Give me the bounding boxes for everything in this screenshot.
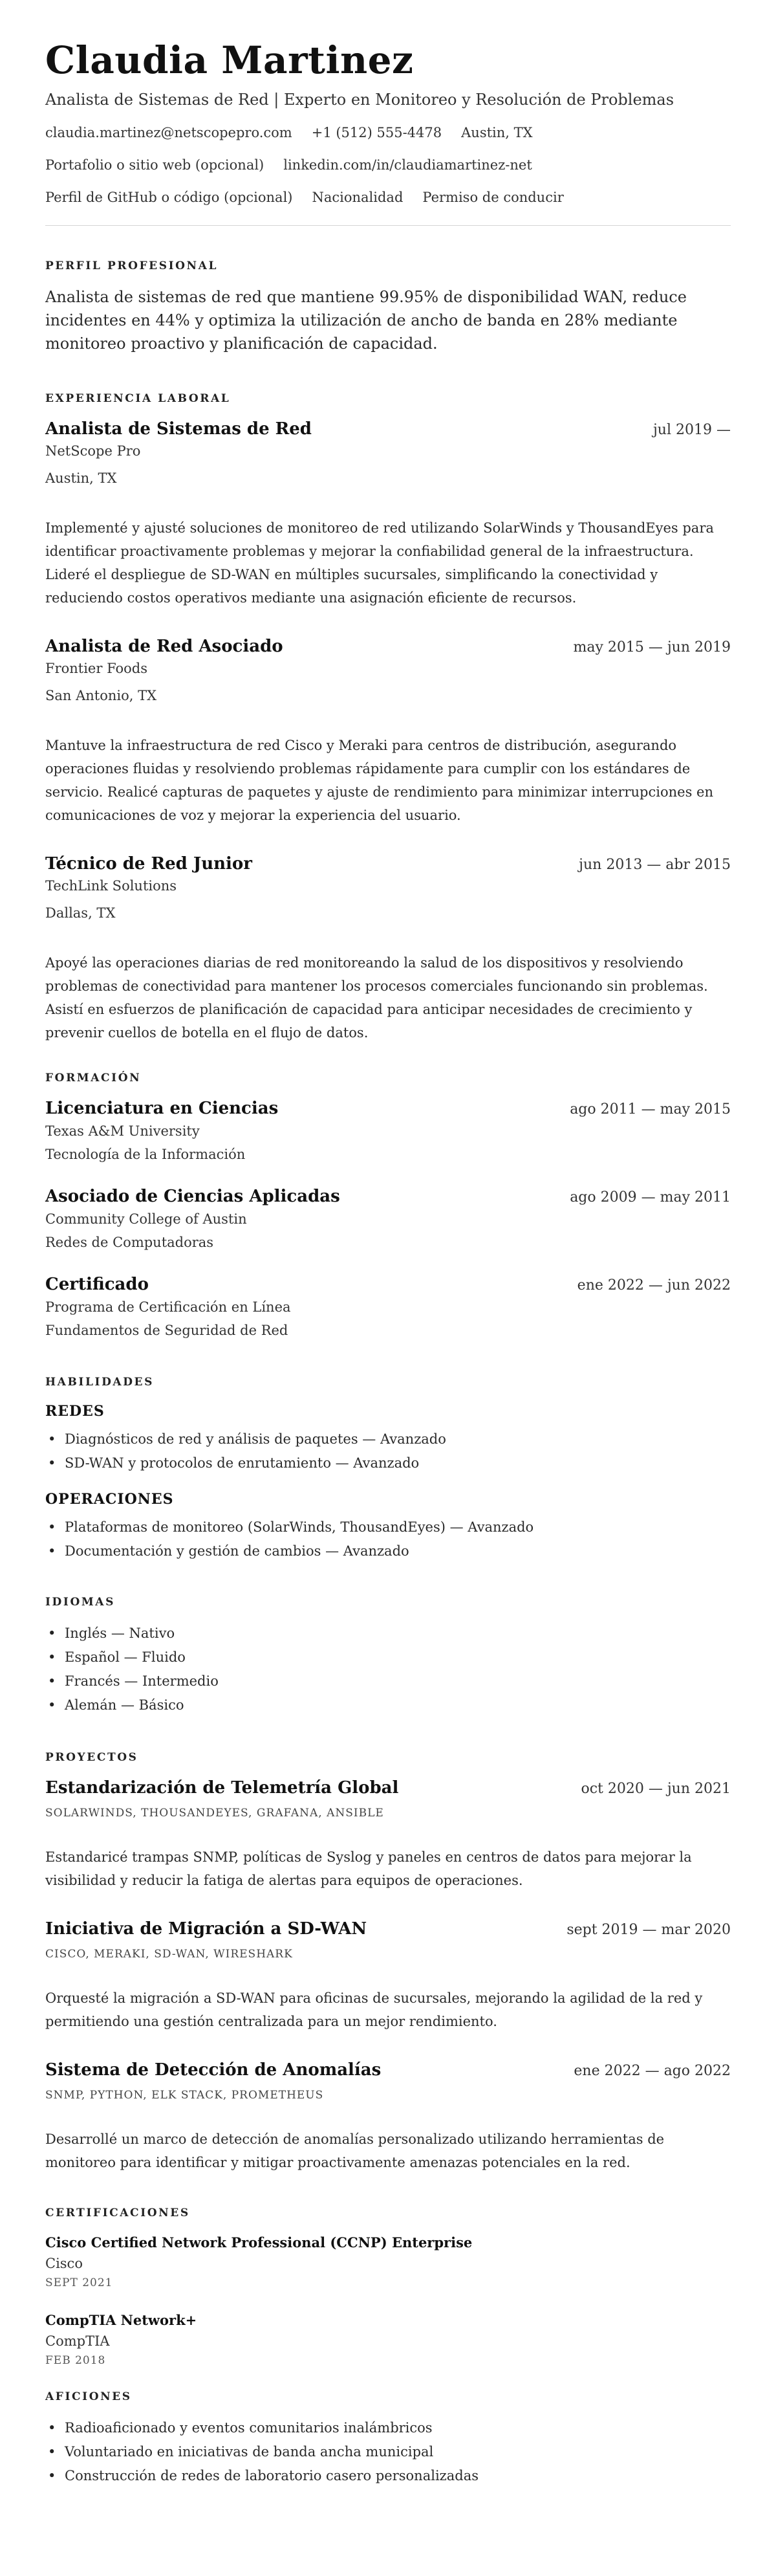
degree-title: Certificado bbox=[45, 1275, 149, 1294]
skills-section bbox=[45, 1374, 731, 1563]
skill-list bbox=[45, 1515, 731, 1563]
job-description: Implementé y ajusté soluciones de monitoreo de red utilizando SolarWinds y ThousandEyes para identificar proactivamente problemas y mejorar la confiabilidad general de la infraestructura. Lideré el despliegue de SD-WAN en múltiples sucursales, simplificando la conectividad y reduciendo costos operativos mediante una asignación eficiente de recursos. bbox=[45, 520, 714, 606]
portfolio-link[interactable]: Portafolio o sitio web (opcional) bbox=[45, 157, 264, 173]
company-name: NetScope Pro bbox=[45, 443, 141, 459]
education-entry bbox=[45, 1273, 731, 1342]
project-entry bbox=[45, 2059, 731, 2174]
project-tech-stack: SOLARWINDS, THOUSANDEYES, GRAFANA, ANSIBLE bbox=[45, 1807, 384, 1820]
projects-section bbox=[45, 1750, 731, 2174]
job-location: Austin, TX bbox=[45, 470, 117, 486]
education-entry bbox=[45, 1185, 731, 1254]
languages-section bbox=[45, 1594, 731, 1717]
certifications-section bbox=[45, 2205, 731, 2370]
contact-row-1 bbox=[45, 123, 731, 142]
skill-category: OPERACIONES bbox=[45, 1491, 174, 1508]
certification-entry bbox=[45, 2232, 731, 2292]
certification-entry bbox=[45, 2310, 731, 2370]
job-title: Analista de Sistemas de Red bbox=[45, 419, 312, 439]
certification-issuer: CompTIA bbox=[45, 2333, 110, 2349]
project-entry bbox=[45, 1777, 731, 1892]
section-title: CERTIFICACIONES bbox=[45, 2207, 190, 2219]
degree-title: Asociado de Ciencias Aplicadas bbox=[45, 1187, 340, 1206]
company-name: TechLink Solutions bbox=[45, 878, 177, 894]
section-title: PERFIL PROFESIONAL bbox=[45, 259, 219, 272]
project-dates: oct 2020 — jun 2021 bbox=[581, 1781, 731, 1797]
section-title: IDIOMAS bbox=[45, 1596, 115, 1609]
experience-entry bbox=[45, 853, 731, 1044]
project-tech-stack: SNMP, PYTHON, ELK STACK, PROMETHEUS bbox=[45, 2089, 324, 2102]
resume-header bbox=[45, 38, 731, 207]
project-name: Estandarización de Telemetría Global bbox=[45, 1778, 399, 1798]
field-of-study: Redes de Computadoras bbox=[45, 1235, 214, 1250]
candidate-name: Claudia Martinez bbox=[45, 38, 414, 82]
experience-entry bbox=[45, 418, 731, 610]
school-name: Texas A&M University bbox=[45, 1123, 200, 1139]
certification-date: SEPT 2021 bbox=[45, 2276, 113, 2289]
phone-number[interactable]: +1 (512) 555-4478 bbox=[311, 125, 442, 140]
section-title: EXPERIENCIA LABORAL bbox=[45, 392, 231, 405]
project-description: Estandaricé trampas SNMP, políticas de Syslog y paneles en centros de datos para mejorar la visibilidad y reducir la fatiga de alertas para equipos de operaciones. bbox=[45, 1849, 692, 1888]
hobby-item: • Voluntariado en iniciativas de banda ancha municipal bbox=[45, 2440, 731, 2464]
job-location: Dallas, TX bbox=[45, 905, 116, 921]
section-title: HABILIDADES bbox=[45, 1376, 154, 1389]
email-link[interactable]: claudia.martinez@netscopepro.com bbox=[45, 125, 292, 140]
language-item: • Inglés — Nativo bbox=[45, 1622, 731, 1646]
education-dates: ago 2009 — may 2011 bbox=[570, 1189, 731, 1205]
education-entry bbox=[45, 1097, 731, 1166]
section-title: PROYECTOS bbox=[45, 1751, 138, 1764]
company-name: Frontier Foods bbox=[45, 661, 148, 676]
project-name: Sistema de Detección de Anomalías bbox=[45, 2060, 382, 2080]
profile-section bbox=[45, 258, 731, 355]
location-text: Austin, TX bbox=[461, 125, 533, 140]
language-item: • Español — Fluido bbox=[45, 1646, 731, 1669]
project-dates: sept 2019 — mar 2020 bbox=[566, 1922, 731, 1938]
job-description: Mantuve la infraestructura de red Cisco y Meraki para centros de distribución, asegurando operaciones fluidas y resolviendo problemas rápidamente para cumplir con los estándares de servicio. Realicé capturas de paquetes y ajuste de rendimiento para minimizar interrupciones en comunicaciones de voz y mejorar la experiencia del usuario. bbox=[45, 738, 713, 823]
certification-name: CompTIA Network+ bbox=[45, 2312, 197, 2328]
candidate-headline: Analista de Sistemas de Red | Experto en Monitoreo y Resolución de Problemas bbox=[45, 91, 674, 109]
skill-category: REDES bbox=[45, 1403, 105, 1420]
job-description: Apoyé las operaciones diarias de red monitoreando la salud de los dispositivos y resolviendo problemas de conectividad para mantener los procesos comerciales funcionando sin problemas. Asistí en esfuerzos de planificación de capacidad para anticipar necesidades de crecimiento y prevenir cuellos de botella en el flujo de datos. bbox=[45, 955, 708, 1040]
contact-row-2 bbox=[45, 155, 731, 175]
job-dates: may 2015 — jun 2019 bbox=[573, 639, 731, 655]
section-title: FORMACIÓN bbox=[45, 1072, 142, 1084]
skill-item: • Diagnósticos de red y análisis de paquetes — Avanzado bbox=[45, 1427, 731, 1451]
certification-date: FEB 2018 bbox=[45, 2354, 106, 2367]
job-title: Analista de Red Asociado bbox=[45, 637, 283, 656]
skill-list bbox=[45, 1427, 731, 1475]
job-title: Técnico de Red Junior bbox=[45, 854, 252, 874]
job-dates: jul 2019 — bbox=[652, 422, 731, 438]
certification-issuer: Cisco bbox=[45, 2256, 83, 2271]
project-description: Desarrollé un marco de detección de anomalías personalizado utilizando herramientas de monitoreo para identificar y mitigar proactivamente amenazas potenciales en la red. bbox=[45, 2131, 665, 2170]
driving-license-text: Permiso de conducir bbox=[422, 190, 564, 205]
language-item: • Alemán — Básico bbox=[45, 1693, 731, 1717]
field-of-study: Tecnología de la Información bbox=[45, 1147, 246, 1162]
field-of-study: Fundamentos de Seguridad de Red bbox=[45, 1323, 288, 1338]
hobby-list bbox=[45, 2416, 731, 2488]
education-dates: ago 2011 — may 2015 bbox=[570, 1101, 731, 1117]
education-section bbox=[45, 1070, 731, 1342]
nationality-text: Nacionalidad bbox=[312, 190, 404, 205]
profile-summary: Analista de sistemas de red que mantiene 99.95% de disponibilidad WAN, reduce incidentes en 44% y optimiza la utilización de ancho de banda en 28% mediante monitoreo proactivo y planificación de capacidad. bbox=[45, 288, 687, 353]
experience-entry bbox=[45, 635, 731, 827]
language-list bbox=[45, 1622, 731, 1717]
skill-item: • Documentación y gestión de cambios — Avanzado bbox=[45, 1539, 731, 1563]
degree-title: Licenciatura en Ciencias bbox=[45, 1099, 279, 1118]
certification-name: Cisco Certified Network Professional (CCNP) Enterprise bbox=[45, 2234, 473, 2251]
project-dates: ene 2022 — ago 2022 bbox=[574, 2063, 731, 2079]
job-location: San Antonio, TX bbox=[45, 688, 157, 703]
job-dates: jun 2013 — abr 2015 bbox=[579, 857, 731, 873]
project-description: Orquesté la migración a SD-WAN para oficinas de sucursales, mejorando la agilidad de la red y permitiendo una gestión centralizada para un mejor rendimiento. bbox=[45, 1990, 703, 2029]
section-title: AFICIONES bbox=[45, 2390, 132, 2403]
experience-section bbox=[45, 391, 731, 1044]
linkedin-link[interactable]: linkedin.com/in/claudiamartinez-net bbox=[283, 157, 532, 173]
language-item: • Francés — Intermedio bbox=[45, 1669, 731, 1693]
github-link[interactable]: Perfil de GitHub o código (opcional) bbox=[45, 190, 293, 205]
school-name: Programa de Certificación en Línea bbox=[45, 1299, 291, 1315]
school-name: Community College of Austin bbox=[45, 1211, 247, 1227]
contact-row-3 bbox=[45, 188, 731, 207]
project-name: Iniciativa de Migración a SD-WAN bbox=[45, 1919, 367, 1939]
header-divider bbox=[45, 225, 731, 226]
skill-item: • SD-WAN y protocolos de enrutamiento — Avanzado bbox=[45, 1451, 731, 1475]
hobby-item: • Construcción de redes de laboratorio casero personalizadas bbox=[45, 2464, 731, 2488]
project-tech-stack: CISCO, MERAKI, SD-WAN, WIRESHARK bbox=[45, 1948, 293, 1961]
skill-item: • Plataformas de monitoreo (SolarWinds, ThousandEyes) — Avanzado bbox=[45, 1515, 731, 1539]
project-entry bbox=[45, 1918, 731, 2033]
education-dates: ene 2022 — jun 2022 bbox=[577, 1277, 731, 1294]
hobbies-section bbox=[45, 2389, 731, 2488]
hobby-item: • Radioaficionado y eventos comunitarios inalámbricos bbox=[45, 2416, 731, 2440]
